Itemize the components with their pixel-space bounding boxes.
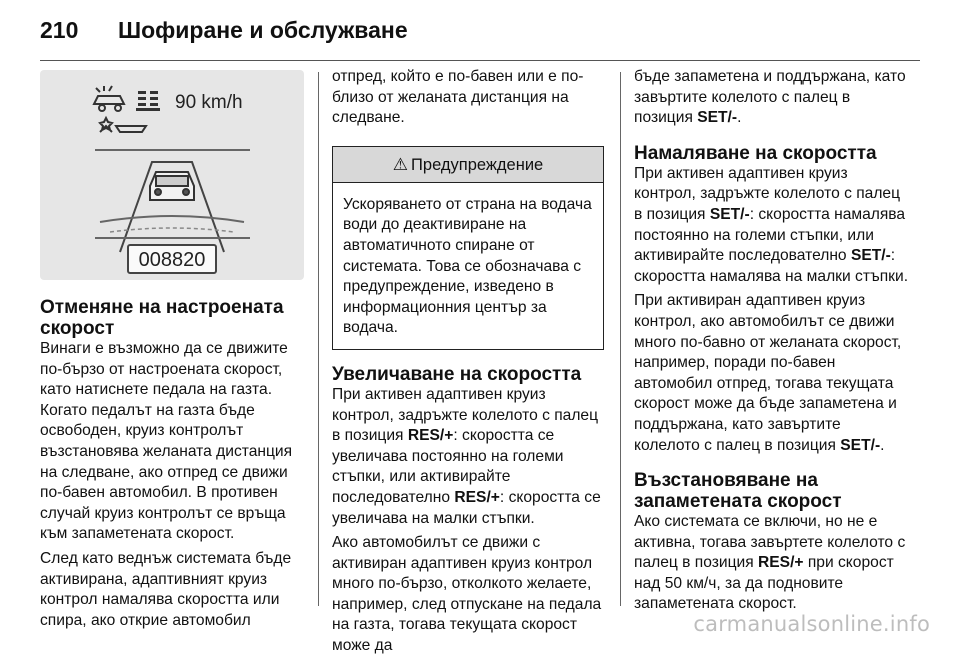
warning-title: Предупреждение <box>411 155 544 174</box>
paragraph: При активиран адаптивен круиз контрол, ако автомобилът се движи много по-бавно от желаната скорост, например, поради по-бавен автомобил отпред, тогава текущата скорост може да бъде запаметена и поддържана, като завъртите колелото с палец в позиция SET/-. <box>634 292 902 454</box>
paragraph: При активен адаптивен круиз контрол, задръжте колелото с палец в позиция SET/-: скоростта намалява постоянно на големи стъпки, или активирайте последователно SET/-: скоростта намалява на малки стъпки. <box>634 164 909 285</box>
paragraph: При активен адаптивен круиз контрол, задръжте колелото с палец в позиция RES/+: скоростта се увеличава постоянно на големи стъпки, или активирайте последователно RES/+: скоростта се увеличава на малки стъпки. <box>332 385 601 527</box>
warning-text: Ускоряването от страна на водача води до деактивиране на автоматичното спиране от системата. Това се обозначава с предупреждение, изведено в информационния център за водача. <box>343 195 592 337</box>
speed-readout: 90 km/h <box>175 92 243 113</box>
control-label: SET/- <box>709 205 750 223</box>
paragraph: Винаги е възможно да се движите по-бързо от настроената скорост, като натиснете педала на газта. Когато педалът на газта бъде освободен, круиз контролът възстановява желаната дистанция на следване, ако отпред се движи по-бавен автомобил. В противен случай круиз контролът се връща към запаметената скорост. <box>40 340 293 543</box>
column-2 <box>332 67 604 657</box>
control-label: RES/+ <box>454 488 500 506</box>
warning-triangle-icon: ⚠ <box>392 154 409 174</box>
page-title: Шофиране и обслужване <box>118 16 408 43</box>
warning-box <box>332 146 604 350</box>
paragraph: отпред, който е по-бавен или е по-близо от желаната дистанция на следване. <box>332 68 584 127</box>
cluster-display-graphic <box>40 70 304 280</box>
control-label: RES/+ <box>407 427 454 445</box>
paragraph: Ако автомобилът се движи с активиран адаптивен круиз контрол много по-бързо, отколкото желаете, например, след отпускане на педала на газта, тогава текущата скорост може да <box>332 534 602 655</box>
header-divider <box>40 60 920 61</box>
column-divider <box>318 72 319 606</box>
cruise-icon <box>94 86 124 111</box>
paragraph: бъде запаметена и поддържана, като завъртите колелото с палец в позиция SET/-. <box>634 68 906 127</box>
odometer-readout: 008820 <box>138 249 206 271</box>
following-distance-icon <box>136 91 160 111</box>
car-icon <box>150 172 194 200</box>
control-label: SET/- <box>697 109 738 127</box>
column-1 <box>40 70 304 631</box>
paragraph: След като веднъж системата бъде активирана, адаптивният круиз контрол намалява скоростта или спира, ако открие автомобил <box>40 549 292 629</box>
control-label: SET/- <box>840 436 881 454</box>
section-heading-increase-speed: Увеличаване на скоростта <box>332 363 582 385</box>
paragraph: Ако системата се включи, но не е активна, тогава завъртете колелото с палец в позиция RES/+ при скорост над 50 км/ч, за да подновите запаметената скорост. <box>634 513 906 613</box>
instrument-cluster-illustration <box>40 70 304 280</box>
watermark: carmanualsonline.info <box>693 612 930 636</box>
warning-title-bar <box>333 147 603 183</box>
section-heading-decrease-speed: Намаляване на скоростта <box>634 142 877 164</box>
page-header <box>40 10 920 50</box>
section-heading-cancel-speed: Отменяне на настроената скорост <box>40 297 284 339</box>
adaptive-cruise-icon <box>100 118 146 132</box>
column-3 <box>634 67 910 615</box>
page-number: 210 <box>40 16 79 43</box>
control-label: RES/+ <box>758 554 804 572</box>
section-heading-resume-speed: Възстановяване на запаметената скорост <box>634 470 842 513</box>
control-label: SET/- <box>850 247 891 265</box>
column-divider <box>620 72 621 606</box>
